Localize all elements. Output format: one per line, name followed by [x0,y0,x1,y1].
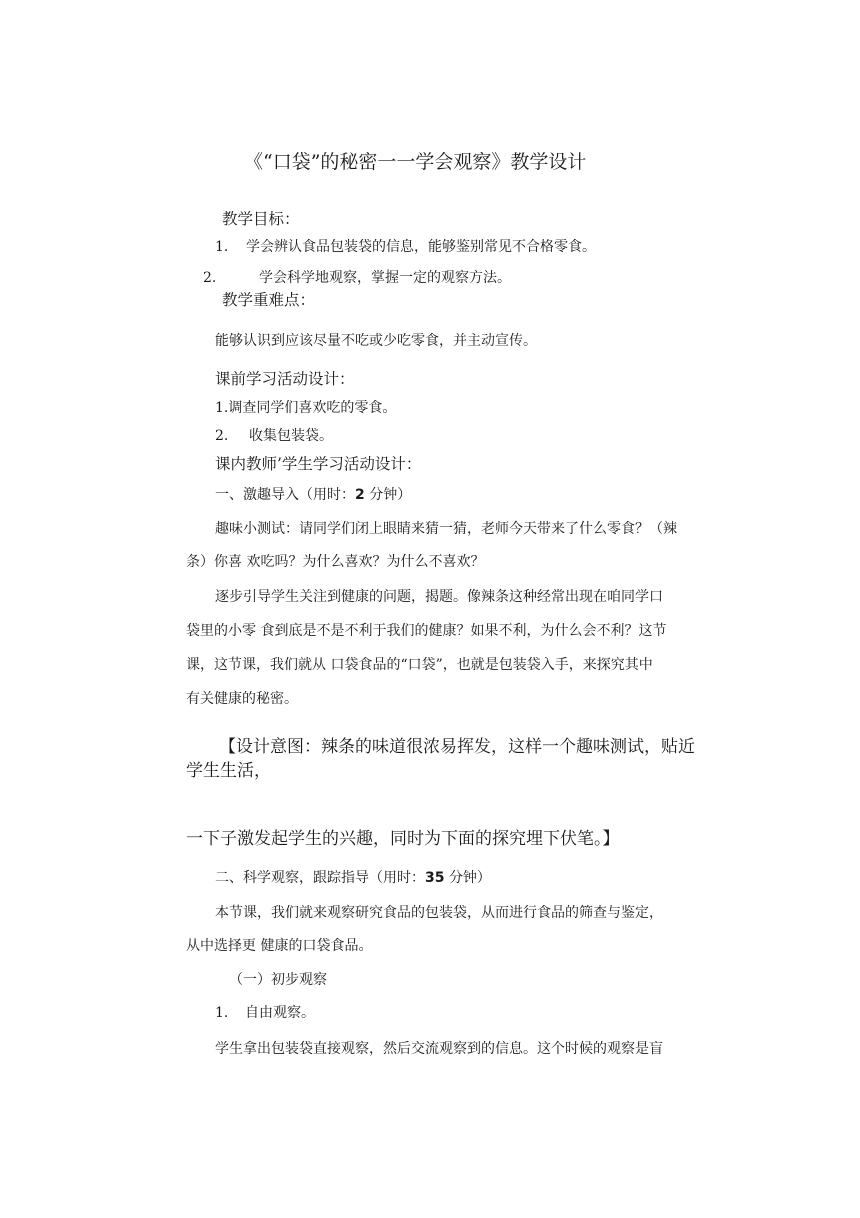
goal-item-2-number: 2. [203,270,217,286]
document-title: 《“口袋”的秘密一一学会观察》教学设计 [244,151,587,173]
section-1-para-1-line-2: 条）你喜 欢吃吗？为什么喜欢？为什么不喜欢？ [186,554,485,570]
section-1-para-2-line-1: 逐步引导学生关注到健康的问题，揭题。像辣条这种经常出现在咱同学口 [215,589,663,605]
design-intent-line-1: 【设计意图：辣条的味道很浓易挥发，这样一个趣味测试，贴近 [219,737,695,757]
pre-class-heading: 课前学习活动设计： [215,370,355,388]
section-2-sub-item-1-text: 自由观察。 [245,1005,315,1021]
section-1-heading [215,486,411,504]
section-1-para-2-line-2: 袋里的小零 食到底是不是不利于我们的健康？如果不利，为什么会不利？这节 [186,623,667,639]
goal-item-2-text: 学会科学地观察，掌握一定的观察方法。 [259,270,511,286]
pre-class-item-2 [215,427,333,445]
goal-item-1 [215,238,596,256]
section-2-label: 二、科学观察，跟踪指导（用时： [215,870,425,886]
section-2-sub-item-1-number: 1. [215,1005,229,1021]
section-2-para-2-line-1: 学生拿出包装袋直接观察，然后交流观察到的信息。这个时候的观察是盲 [215,1041,663,1057]
design-intent-line-2: 学生生活， [186,761,271,781]
section-2-unit: 分钟） [448,870,491,886]
goal-item-1-number: 1. [215,239,229,255]
section-2-sub-item-1 [215,1004,315,1022]
goals-heading: 教学目标： [222,210,300,228]
section-1-unit: 分钟） [369,487,412,503]
key-points-heading: 教学重难点： [222,291,316,309]
pre-class-item-2-number: 2. [215,428,229,444]
section-1-para-2-line-4: 有关健康的秘密。 [186,691,298,707]
section-2-para-1-line-1: 本节课，我们就来观察研究食品的包装袋，从而进行食品的筛查与鉴定， [215,905,663,921]
pre-class-item-2-text: 收集包装袋。 [249,428,333,444]
pre-class-item-1-number: 1. [215,400,229,416]
section-2-minutes: 35 [425,870,445,886]
key-points-text: 能够认识到应该尽量不吃或少吃零食，并主动宣传。 [215,333,537,349]
section-2-heading [215,869,491,887]
section-1-label: 一、激趣导入（用时： [215,487,355,503]
section-2-sub-heading: （一）初步观察 [229,972,327,988]
section-1-para-2-line-3: 课，这节课，我们就从 口袋食品的“口袋”，也就是包装袋入手，来探究其中 [186,657,653,673]
section-2-para-1-line-2: 从中选择更 健康的口袋食品。 [186,938,373,954]
goal-item-2 [203,269,511,287]
section-1-para-1-line-1: 趣味小测试：请同学们闭上眼睛来猜一猜，老师今天带来了什么零食？（辣 [215,521,677,537]
design-intent-line-3: 一下子激发起学生的兴趣，同时为下面的探究埋下伏笔。】 [186,829,620,849]
section-1-minutes: 2 [355,487,365,503]
in-class-heading: 课内教师’学生学习活动设计： [215,455,422,473]
pre-class-item-1-text: 调查同学们喜欢吃的零食。 [228,400,397,416]
goal-item-1-text: 学会辨认食品包装袋的信息，能够鉴别常见不合格零食。 [246,239,596,255]
pre-class-item-1 [215,399,396,417]
